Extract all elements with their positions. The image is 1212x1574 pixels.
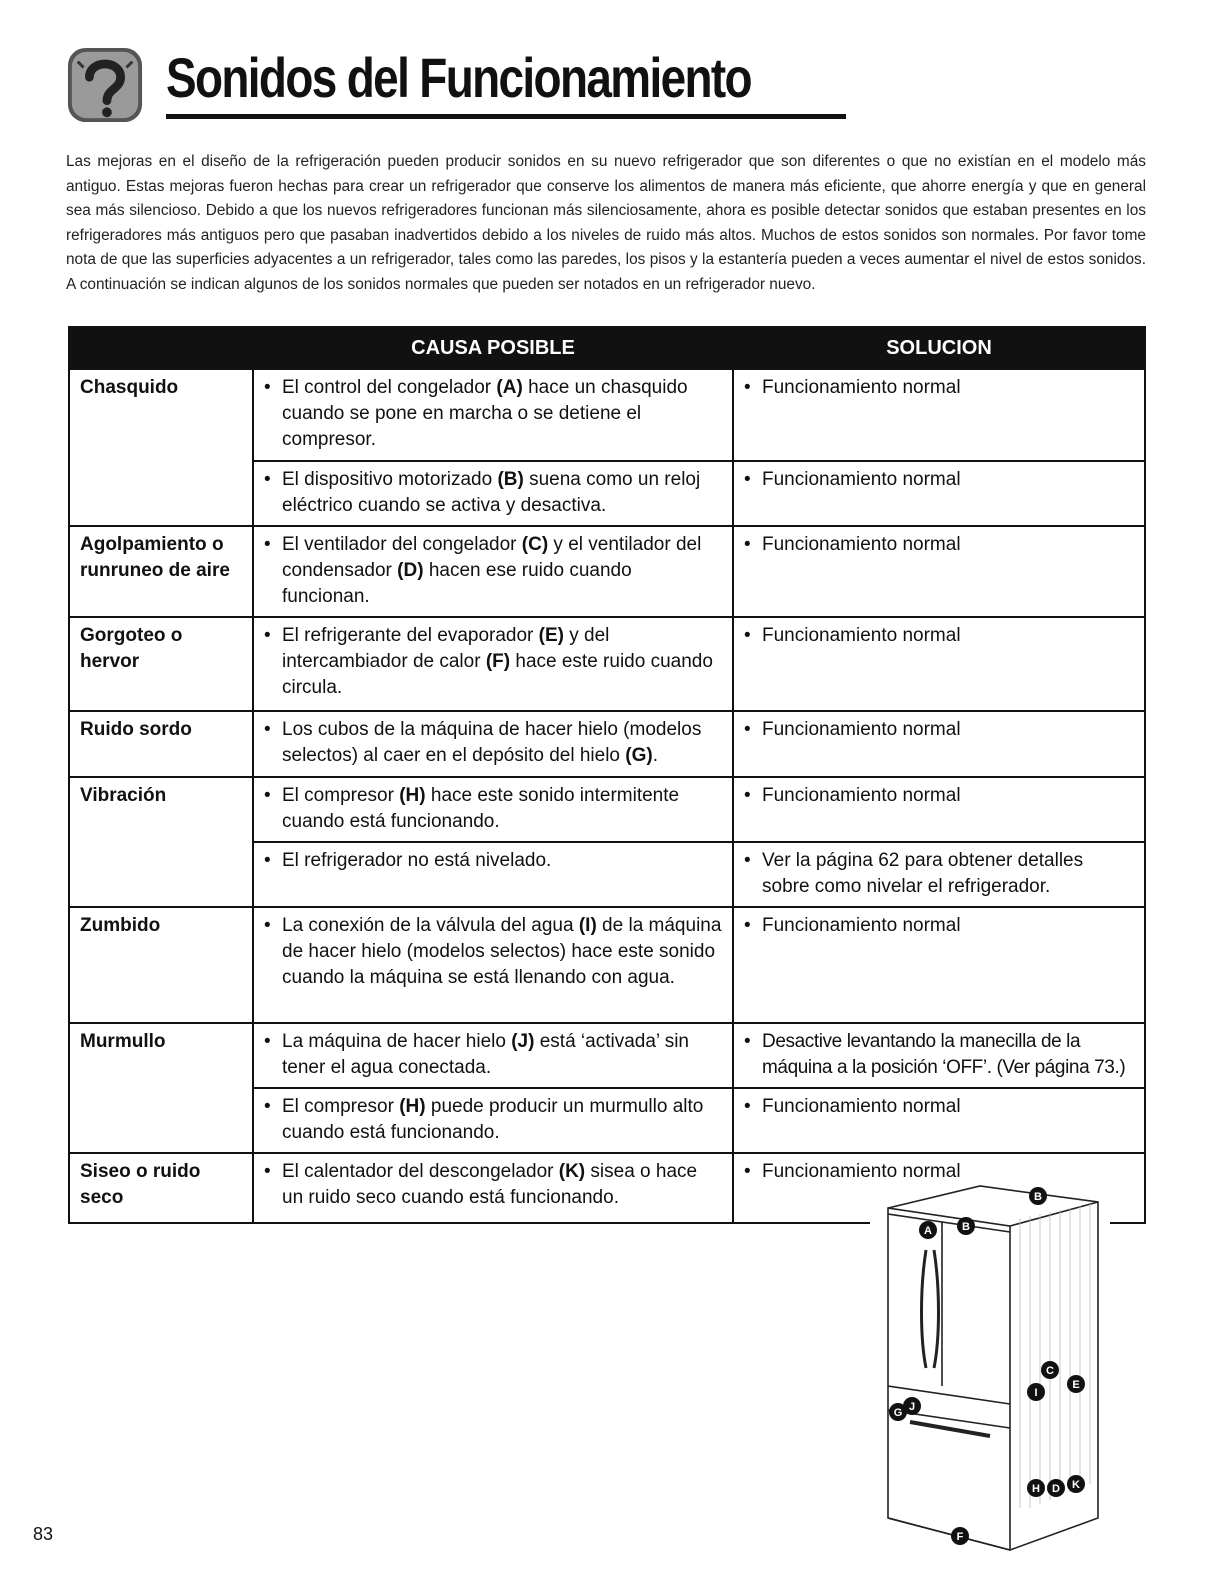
solution-cell: • Funcionamiento normal [733, 1088, 1145, 1153]
callout-a [919, 1221, 937, 1239]
table-row [69, 711, 1145, 777]
solution-cell: • Funcionamiento normal [733, 617, 1145, 711]
cause-cell: • El calentador del descongelador (K) sisea o hace un ruido seco cuando está funcionando. [253, 1153, 733, 1223]
callout-b [957, 1217, 975, 1235]
table-row [69, 526, 1145, 617]
refrigerator-illustration [870, 1178, 1110, 1558]
cause-cell: • El refrigerador no está nivelado. [253, 842, 733, 907]
cause-cell: • El refrigerante del evaporador (E) y del intercambiador de calor (F) hace este ruido cuando circula. [253, 617, 733, 711]
svg-text:F: F [956, 1531, 964, 1543]
callout-d [1047, 1479, 1065, 1497]
table-row [69, 369, 1145, 461]
callout-c [1041, 1361, 1059, 1379]
svg-text:H: H [1032, 1483, 1040, 1495]
question-mark-badge-icon [66, 46, 144, 124]
table-header-row [69, 327, 1145, 369]
svg-text:G: G [893, 1407, 903, 1419]
sound-name: Gorgoteo o hervor [69, 617, 253, 711]
callout-h [1027, 1479, 1045, 1497]
svg-text:I: I [1034, 1387, 1038, 1399]
cause-cell: • El compresor (H) hace este sonido intermitente cuando está funcionando. [253, 777, 733, 842]
sound-name: Vibración [69, 777, 253, 907]
solution-cell: • Funcionamiento normal [733, 369, 1145, 461]
page-header [66, 40, 786, 124]
callout-e [1067, 1375, 1085, 1393]
cause-cell: • El dispositivo motorizado (B) suena como un reloj eléctrico cuando se activa y desactiva. [253, 461, 733, 526]
svg-text:C: C [1046, 1365, 1054, 1377]
callout-k [1067, 1475, 1085, 1493]
sound-name: Chasquido [69, 369, 253, 526]
svg-text:A: A [924, 1225, 932, 1237]
cause-cell: • La conexión de la válvula del agua (I) de la máquina de hacer hielo (modelos selectos) hace este sonido cuando la máquina se está llenando con agua. [253, 907, 733, 1023]
table-row [69, 777, 1145, 842]
table-row [69, 1023, 1145, 1088]
sound-name: Murmullo [69, 1023, 253, 1153]
page-title: Sonidos del Funcionamiento [166, 46, 751, 109]
callout-f [951, 1527, 969, 1545]
cause-header: CAUSA POSIBLE [253, 327, 733, 369]
table-row [69, 907, 1145, 1023]
title-underline [166, 114, 846, 119]
solution-cell: • Desactive levantando la manecilla de la máquina a la posición ‘OFF’. (Ver página 73.) [733, 1023, 1145, 1088]
cause-cell: • Los cubos de la máquina de hacer hielo (modelos selectos) al caer en el depósito del hielo (G). [253, 711, 733, 777]
solution-cell: • Funcionamiento normal [733, 777, 1145, 842]
cause-cell: • El ventilador del congelador (C) y el ventilador del condensador (D) hacen ese ruido cuando funcionan. [253, 526, 733, 617]
solution-cell: • Funcionamiento normal [733, 461, 1145, 526]
callout-i [1027, 1383, 1045, 1401]
svg-text:J: J [908, 1401, 916, 1413]
svg-text:B: B [1034, 1191, 1042, 1203]
svg-text:B: B [962, 1221, 970, 1233]
callout-labels [889, 1187, 1085, 1545]
intro-paragraph: Las mejoras en el diseño de la refrigeración pueden producir sonidos en su nuevo refrigerador que son diferentes o que no existían en el modelo más antiguo. Estas mejoras fueron hechas para crear un refrigerador que conserve los alimentos de manera más eficiente, que ahorre energía y que en general sea más silencioso. Debido a que los nuevos refrigeradores funcionan más silenciosamente, ahora es posible detectar sonidos que estaban presentes en los refrigeradores más antiguos pero que pasaban inadvertidos debido a los niveles de ruido más altos. Muchos de estos sonidos son normales. Por favor tome nota de que las superficies adyacentes a un refrigerador, tales como las paredes, los pisos y la estantería pueden a veces aumentar el nivel de estos sonidos. A continuación se indican algunos de los sonidos normales que pueden ser notados en un refrigerador nuevo. [66, 153, 1146, 293]
solution-cell: • Ver la página 62 para obtener detalles sobre como nivelar el refrigerador. [733, 842, 1145, 907]
callout-j [903, 1397, 921, 1415]
sound-header-cell [69, 327, 253, 369]
page-number: 83 [33, 1524, 54, 1544]
solution-cell: • Funcionamiento normal [733, 526, 1145, 617]
sounds-table [68, 326, 1146, 1224]
svg-text:E: E [1072, 1379, 1080, 1391]
sound-name: Agolpamiento o runruneo de aire [69, 526, 253, 617]
solution-cell: • Funcionamiento normal [733, 1153, 1145, 1223]
solution-cell: • Funcionamiento normal [733, 907, 1145, 1023]
solution-cell: • Funcionamiento normal [733, 711, 1145, 777]
sound-name: Ruido sordo [69, 711, 253, 777]
sound-name: Siseo o ruido seco [69, 1153, 253, 1223]
table-row [69, 617, 1145, 711]
cause-cell: • La máquina de hacer hielo (J) está ‘activada’ sin tener el agua conectada. [253, 1023, 733, 1088]
svg-text:K: K [1072, 1479, 1080, 1491]
callout-b-top [1029, 1187, 1047, 1205]
cause-cell: • El compresor (H) puede producir un murmullo alto cuando está funcionando. [253, 1088, 733, 1153]
svg-text:D: D [1052, 1483, 1060, 1495]
sound-name: Zumbido [69, 907, 253, 1023]
cause-cell: • El control del congelador (A) hace un chasquido cuando se pone en marcha o se detiene el compresor. [253, 369, 733, 461]
solution-header: SOLUCION [733, 327, 1145, 369]
